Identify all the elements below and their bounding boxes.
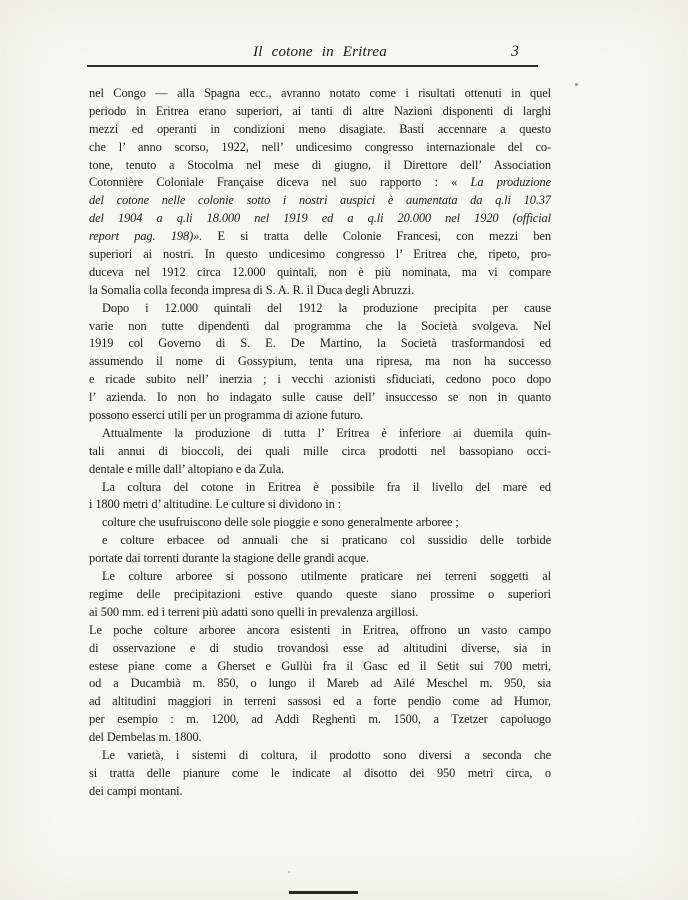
page-number: 3	[511, 43, 519, 60]
paragraph	[89, 85, 551, 300]
italic-text: del cotone nelle colonie sotto i nostri auspici è aumentata da q.li 10.37	[89, 193, 551, 208]
text-line	[89, 675, 551, 693]
roman-text: periodo in Eritrea erano superiori, ai tanti di altre Nazioni disponenti di larghi	[89, 103, 551, 118]
roman-text: colture che usufruiscono delle sole pioggie e sono generalmente arboree ;	[102, 515, 459, 530]
roman-text: duceva nel 1912 circa 12.000 quintali, non è più nominata, ma vi compare	[89, 264, 551, 279]
text-line	[89, 121, 551, 139]
roman-text: portate dai torrenti durante la stagione delle grandi acque.	[89, 551, 369, 566]
roman-text: Dopo i 12.000 quintali del 1912 la produzione precipita per cause	[102, 300, 551, 315]
italic-text: La produzione	[470, 175, 551, 190]
roman-text: nel Congo — alla Spagna ecc., avranno notato come i risultati ottenuti in quel	[89, 86, 551, 100]
italic-text: report pag. 198)».	[89, 229, 203, 244]
text-line	[89, 640, 551, 658]
paragraph	[89, 300, 551, 425]
roman-text: varie non tutte dipendenti dal programma che la Società svolgeva. Nel	[89, 318, 551, 333]
text-line	[89, 210, 551, 228]
roman-text: E si tratta delle Colonie Francesi, con mezzi ben	[202, 229, 551, 244]
paragraph	[89, 479, 551, 515]
roman-text: Le colture arboree si possono utilmente praticare nei terreni soggetti al	[102, 569, 551, 584]
text-line	[89, 783, 551, 801]
text-line	[89, 711, 551, 729]
scan-speck	[575, 83, 578, 86]
text-line	[89, 85, 551, 103]
text-line	[89, 729, 551, 747]
text-line	[89, 192, 551, 210]
roman-text: di osservazione e di studio trovandosi esse ad altitudini diverse, sia in	[89, 640, 551, 655]
roman-text: Cotonnière Coloniale Française diceva nel suo rapporto : «	[89, 175, 471, 190]
text-line	[89, 318, 551, 336]
running-title: Il cotone in Eritrea	[253, 44, 387, 60]
text-line	[89, 443, 551, 461]
roman-text: La coltura del cotone in Eritrea è possibile fra il livello del mare ed	[102, 479, 551, 494]
roman-text: per esempio : m. 1200, ad Addì Reghentì m. 1500, a Tzetzer capoluogo	[89, 712, 551, 727]
roman-text: 1919 col Governo di S. E. De Martino, la Società trasformandosi ed	[89, 336, 551, 351]
footer-rule	[289, 891, 358, 894]
text-line	[89, 264, 551, 282]
roman-text: che l’ anno scorso, 1922, nell’ undicesimo congresso internazionale del co-	[89, 139, 551, 154]
text-line	[89, 389, 551, 407]
text-line	[89, 174, 551, 192]
roman-text: i 1800 metri d’ altitudine. Le culture si dividono in :	[89, 497, 342, 512]
roman-text: e colture erbacee od annuali che si praticano col sussidio delle torbide	[102, 533, 551, 548]
roman-text: Attualmente la produzione di tutta l’ Eritrea è inferiore ai duemila quin-	[102, 425, 551, 440]
roman-text: od a Ducambià m. 850, o lungo il Mareb ad Ailé Meschel m. 950, sia	[89, 676, 551, 691]
paragraph	[89, 532, 551, 568]
text-line	[89, 139, 551, 157]
text-line	[89, 371, 551, 389]
text-line	[89, 568, 551, 586]
roman-text: si tratta delle pianure come le indicate al disotto dei 950 metri circa, o	[89, 765, 551, 780]
text-line	[89, 228, 551, 246]
text-line	[89, 496, 551, 514]
body-text	[89, 85, 551, 801]
text-line	[89, 157, 551, 175]
text-line	[89, 604, 551, 622]
roman-text: dei campi montani.	[89, 783, 183, 798]
text-line	[89, 747, 551, 765]
text-line	[89, 550, 551, 568]
roman-text: assumendo il nome di Gossypium, tenta una ripresa, ma non ha successo	[89, 354, 551, 369]
text-line	[89, 246, 551, 264]
text-line	[89, 622, 551, 640]
roman-text: ai 500 mm. ed i terreni più adatti sono quelli in prevalenza argillosi.	[89, 604, 419, 619]
roman-text: regime delle precipitazioni estive quando queste siano prossime o superiori	[89, 586, 551, 601]
roman-text: estese piane come a Gherset e Gullùi fra il Gasc ed il Setit sui 700 metri,	[89, 658, 551, 673]
paragraph	[89, 568, 551, 622]
roman-text: Le varietà, i sistemi di coltura, il prodotto sono diversi a seconda che	[102, 747, 551, 762]
header-rule	[87, 65, 538, 67]
roman-text: e ricade subito nell’ inerzia ; i vecchi azionisti sfiduciati, cedono poco dopo	[89, 372, 551, 387]
scan-speck	[288, 871, 290, 873]
text-line	[89, 407, 551, 425]
roman-text: mezzi ed operanti in condizioni meno disagiate. Basti accennare a questo	[89, 121, 551, 136]
text-line	[89, 479, 551, 497]
paragraph	[89, 622, 551, 747]
roman-text: tali annui di bioccoli, dei quali mille circa prodotti nel bassopiano occi-	[89, 443, 551, 458]
text-line	[89, 765, 551, 783]
text-line	[89, 532, 551, 550]
roman-text: l’ azienda. Io non ho indagato sulle cause dell’ insuccesso se non in quanto	[89, 390, 551, 405]
paragraph	[89, 514, 551, 532]
roman-text: del Dembelas m. 1800.	[89, 730, 202, 745]
text-line	[89, 693, 551, 711]
paragraph	[89, 425, 551, 479]
text-line	[89, 282, 551, 300]
roman-text: superiori ai nostri. In questo undicesimo congresso l’ Eritrea che, ripeto, pro-	[89, 247, 551, 262]
text-line	[89, 103, 551, 121]
roman-text: la Somalia colla feconda impresa di S. A. R. il Duca degli Abruzzi.	[89, 282, 415, 297]
text-line	[89, 300, 551, 318]
roman-text: possono esserci utili per un programma di azione futuro.	[89, 408, 364, 423]
text-line	[89, 461, 551, 479]
roman-text: ad altitudini maggiori in terreni sassosi ed a forte pendìo come ad Humor,	[89, 694, 551, 709]
roman-text: tone, tenuto a Stocolma nel mese di giugno, il Direttore dell’ Association	[89, 157, 551, 172]
text-line	[89, 425, 551, 443]
text-line	[89, 586, 551, 604]
roman-text: Le poche colture arboree ancora esistenti in Eritrea, offrono un vasto campo	[89, 622, 551, 637]
text-line	[89, 353, 551, 371]
italic-text: del 1904 a q.li 18.000 nel 1919 ed a q.li 20.000 nel 1920 (official	[89, 211, 551, 226]
text-line	[89, 658, 551, 676]
paragraph	[89, 747, 551, 801]
roman-text: dentale e mille dall’ altopiano e da Zula.	[89, 461, 285, 476]
text-line	[89, 335, 551, 353]
text-line	[89, 514, 551, 532]
